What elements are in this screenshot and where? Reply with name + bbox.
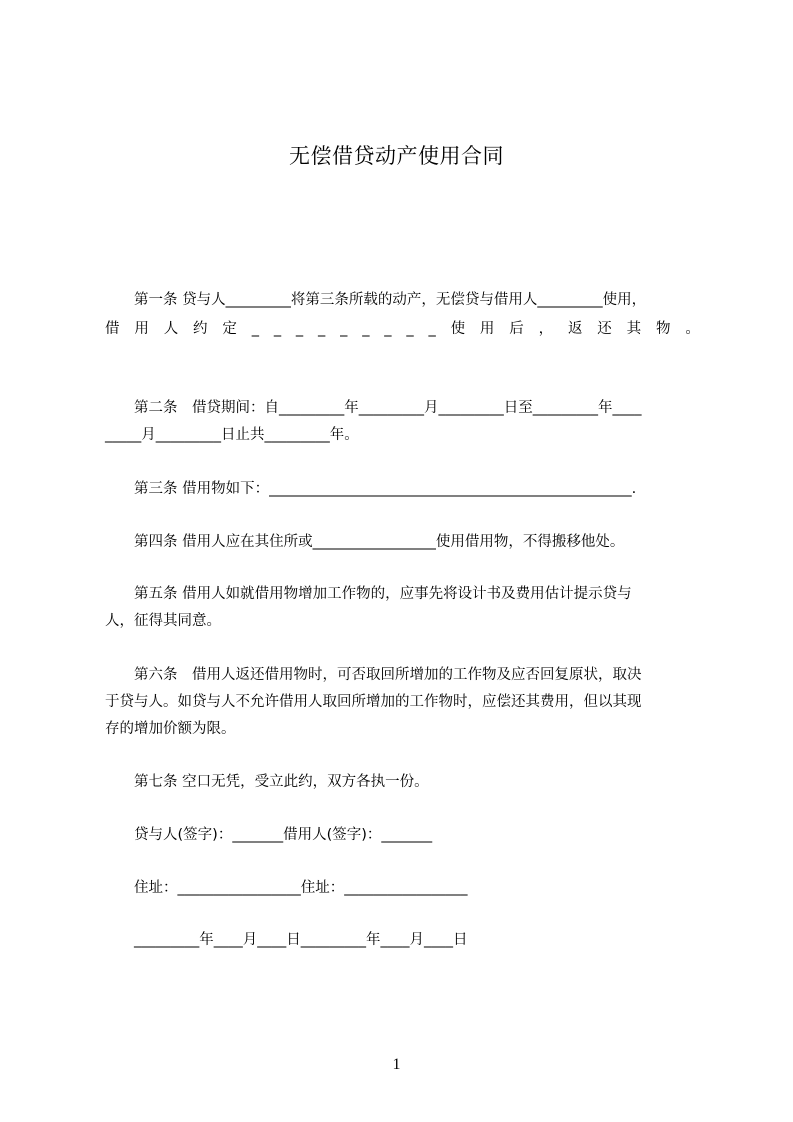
clause-1-char: 借 [105, 321, 120, 337]
clause-1-char: _ [384, 321, 392, 337]
clause-1-char: _ [273, 321, 282, 337]
clause-6-line-3: 存的增加价额为限。 [105, 721, 236, 737]
clause-1-char: _ [362, 321, 370, 337]
date-line: _________年____月____日_________年____月____日 [105, 932, 468, 948]
clause-1-char: _ [406, 321, 414, 337]
clause-1-char: 使 [450, 321, 466, 337]
clause-2-line-2: _____月_________日止共_________年。 [105, 427, 359, 443]
clause-6-line-1: 第六条 借用人返还借用物时，可否取回所增加的工作物及应否回复原状，取决 [105, 667, 642, 683]
clause-5-line-1: 第五条 借用人如就借用物增加工作物的，应事先将设计书及费用估计提示贷与 [105, 586, 632, 602]
clause-1-line-1: 第一条 贷与人_________将第三条所载的动产，无偿贷与借用人_________使用， [105, 292, 647, 308]
clause-1-char: 返 [567, 321, 583, 337]
clause-4: 第四条 借用人应在其住所或_________________使用借用物，不得搬移他处。 [105, 534, 625, 550]
clause-1-line-2 [105, 314, 700, 345]
clause-1-char: 约 [193, 321, 208, 337]
address-line: 住址：_________________住址：_________________ [105, 880, 468, 896]
clause-1-char: 定 [222, 321, 237, 337]
clause-1-char: _ [251, 321, 259, 337]
clause-1-char: 其 [626, 321, 642, 337]
clause-1-char: 用 [479, 321, 495, 337]
clause-6-line-2: 于贷与人。如贷与人不允许借用人取回所增加的工作物时，应偿还其费用，但以其现 [105, 694, 642, 710]
clause-1-char: 后 [509, 321, 524, 337]
page-number: 1 [392, 1056, 401, 1073]
clause-1-char: 物 [655, 321, 671, 337]
clause-1-char: 用 [134, 321, 149, 337]
clause-1-char: _ [295, 321, 304, 337]
document-title: 无偿借贷动产使用合同 [289, 144, 504, 168]
clause-1-char: _ [428, 321, 436, 337]
clause-1-char: 还 [597, 321, 612, 337]
clause-3: 第三条 借用物如下：__________________________________________________. [105, 481, 637, 497]
clause-1-char: 。 [685, 321, 700, 337]
clause-1-char: ， [538, 321, 554, 337]
clause-7: 第七条 空口无凭，受立此约，双方各执一份。 [105, 774, 429, 790]
clause-1-char: _ [318, 321, 326, 337]
clause-1-char: _ [340, 321, 348, 337]
clause-2-line-1: 第二条 借贷期间：自_________年_________月_________日至_________年____ [105, 400, 642, 416]
clause-1-char: 人 [163, 321, 179, 337]
signature-line: 贷与人(签字)：_______借用人(签字)：_______ [105, 827, 433, 843]
clause-5-line-2: 人，征得其同意。 [105, 613, 221, 629]
